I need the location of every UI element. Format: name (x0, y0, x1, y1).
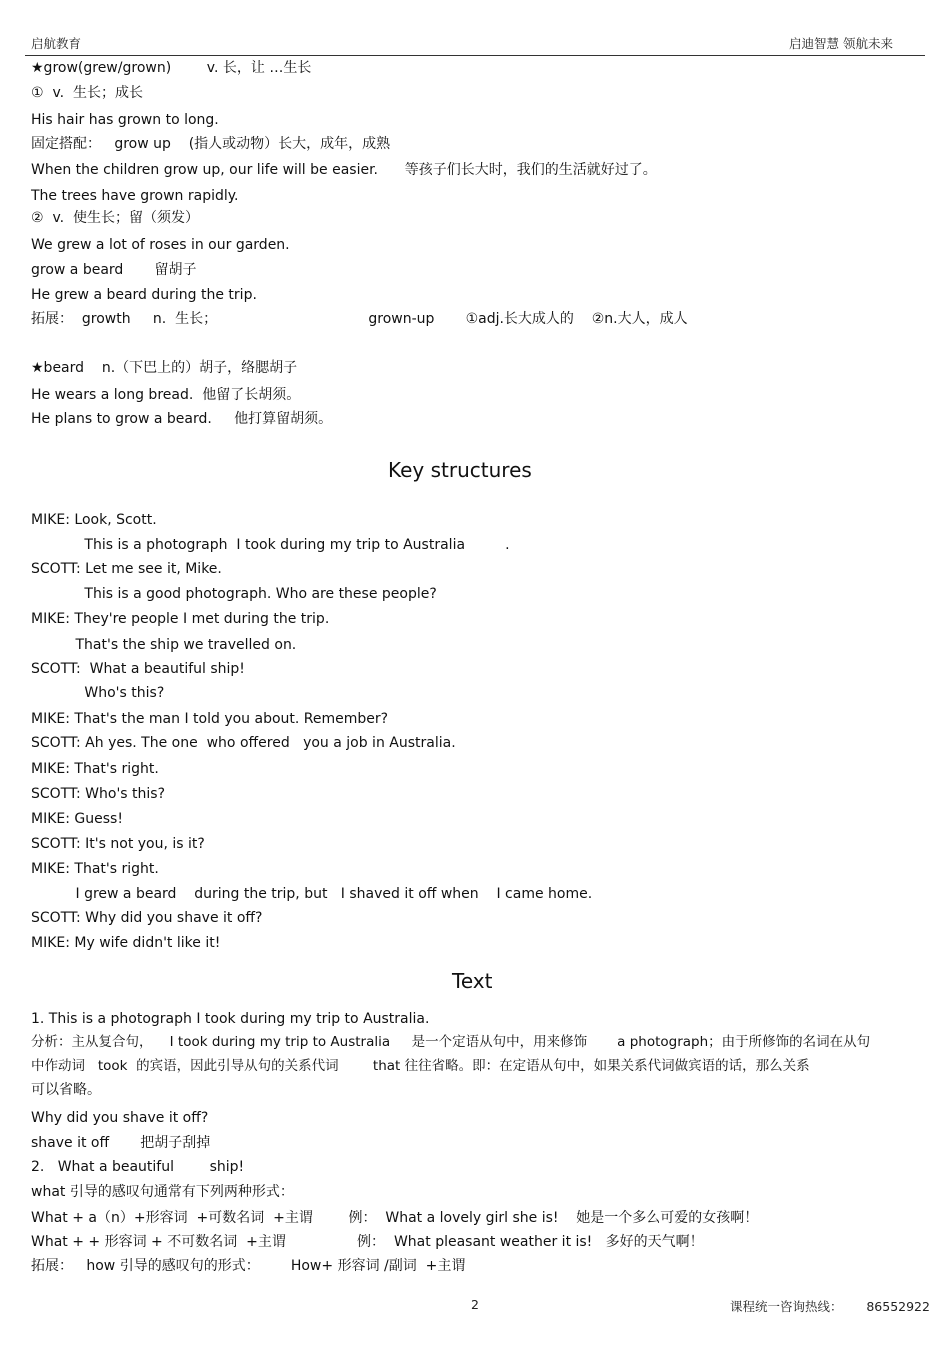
vocab-line: ① v. 生长；成长 (31, 85, 143, 101)
dialogue-line: SCOTT: Why did you shave it off? (31, 910, 263, 926)
section-title: Text (452, 969, 493, 993)
dialogue-line: MIKE: That's right. (31, 861, 159, 877)
vocab-line: The trees have grown rapidly. (31, 188, 239, 204)
dialogue-line: SCOTT: It's not you, is it? (31, 836, 205, 852)
vocab-line: We grew a lot of roses in our garden. (31, 237, 290, 253)
vocab-line: ② v. 使生长；留（须发） (31, 210, 199, 226)
dialogue-line: This is a good photograph. Who are these people? (31, 586, 437, 602)
dialogue-line: SCOTT: What a beautiful ship! (31, 661, 245, 677)
vocab-line: 拓展： growth n. 生长； grown-up ①adj.长大成人的 ②n.大人，成人 (31, 311, 688, 327)
text-line: 1. This is a photograph I took during my trip to Australia. (31, 1011, 430, 1027)
dialogue-line: This is a photograph I took during my trip to Australia . (31, 537, 510, 553)
vocab-line: ★beard n.（下巴上的）胡子，络腮胡子 (31, 360, 298, 376)
dialogue-line: SCOTT: Ah yes. The one who offered you a job in Australia. (31, 735, 456, 751)
dialogue-line: MIKE: Guess! (31, 811, 123, 827)
vocab-line: 固定搭配： grow up (指人或动物）长大，成年，成熟 (31, 136, 391, 152)
dialogue-line: MIKE: That's the man I told you about. Remember? (31, 711, 389, 727)
vocab-line: He grew a beard during the trip. (31, 287, 257, 303)
dialogue-line: MIKE: They're people I met during the trip. (31, 611, 330, 627)
dialogue-line: Who's this? (31, 685, 165, 701)
page-number: 2 (471, 1297, 479, 1312)
vocab-line: ★grow(grew/grown) v. 长，让 …生长 (31, 60, 312, 76)
text-line: What + a（n）+形容词 +可数名词 +主谓 例： What a lovely girl she is! 她是一个多么可爱的女孩啊！ (31, 1210, 759, 1226)
dialogue-line: MIKE: Look, Scott. (31, 512, 157, 528)
vocab-line: grow a beard 留胡子 (31, 262, 197, 278)
vocab-line: He plans to grow a beard. 他打算留胡须。 (31, 411, 333, 427)
vocab-line: When the children grow up, our life will be easier. 等孩子们长大时，我们的生活就好过了。 (31, 162, 657, 178)
dialogue-line: SCOTT: Who's this? (31, 786, 166, 802)
text-line: 2. What a beautiful ship! (31, 1159, 245, 1175)
text-line: 分析：主从复合句， I took during my trip to Australia 是一个定语从句中，用来修饰 a photograph；由于所修饰的名词在从句 (31, 1034, 871, 1050)
text-line: shave it off 把胡子刮掉 (31, 1135, 211, 1151)
header-right: 启迪智慧 领航未来 (789, 36, 893, 51)
dialogue-line: That's the ship we travelled on. (31, 637, 297, 653)
section-title: Key structures (388, 458, 532, 482)
dialogue-line: MIKE: That's right. (31, 761, 159, 777)
header-divider (25, 55, 925, 56)
dialogue-line: I grew a beard during the trip, but I shaved it off when I came home. (31, 886, 593, 902)
text-line: 可以省略。 (31, 1082, 101, 1098)
text-line: Why did you shave it off? (31, 1110, 209, 1126)
vocab-line: He wears a long bread. 他留了长胡须。 (31, 387, 301, 403)
footer-hotline: 课程统一咨询热线： 86552922 (730, 1299, 930, 1314)
text-line: What + + 形容词 + 不可数名词 +主谓 例： What pleasant weather it is! 多好的天气啊！ (31, 1234, 704, 1250)
text-line: 拓展： how 引导的感叹句的形式： How+ 形容词 /副词 +主谓 (31, 1258, 466, 1274)
text-line: what 引导的感叹句通常有下列两种形式： (31, 1184, 294, 1200)
text-line: 中作动词 took 的宾语，因此引导从句的关系代词 that 往往省略。即：在定语从句中，如果关系代词做宾语的话，那么关系 (31, 1058, 810, 1074)
header-left: 启航教育 (31, 36, 82, 51)
dialogue-line: MIKE: My wife didn't like it! (31, 935, 221, 951)
dialogue-line: SCOTT: Let me see it, Mike. (31, 561, 222, 577)
vocab-line: His hair has grown to long. (31, 112, 219, 128)
